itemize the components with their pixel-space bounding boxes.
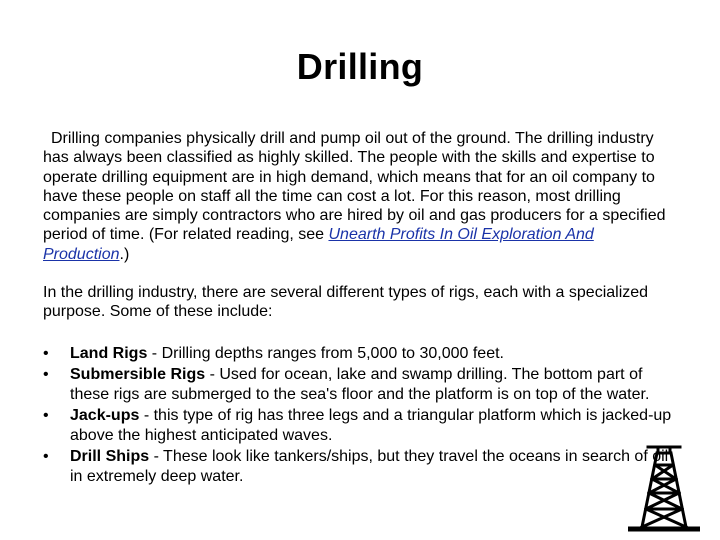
bullet-icon: • <box>43 365 49 383</box>
rig-type-name: Jack-ups <box>70 406 140 424</box>
rig-type-name: Land Rigs <box>70 345 148 362</box>
list-item <box>43 365 673 406</box>
rig-type-name: Submersible Rigs <box>70 365 206 383</box>
bullet-icon: • <box>43 406 49 424</box>
rig-type-description: - Used for ocean, lake and swamp drilling. The bottom part of these rigs are submerged to the sea's floor and the platform is on top of the water. <box>70 365 650 403</box>
rig-type-name: Drill Ships <box>70 447 150 465</box>
bullet-icon: • <box>43 447 49 465</box>
related-reading-link[interactable]: Unearth Profits In Oil Exploration And Production <box>43 226 594 263</box>
intro-paragraph <box>43 129 683 264</box>
list-item <box>43 344 673 365</box>
intro-text: Drilling companies physically drill and pump oil out of the ground. The drilling industry has always been classified as highly skilled. The people with the skills and expertise to operate drilling equipment are in high demand, which means that for an oil company to have these people on staff all the time can cost a lot. For this reason, most drilling companies are simply contractors who are hired by oil and gas producers for a specified period of time. (For related reading, see <box>43 130 666 244</box>
bullet-icon: • <box>43 345 49 362</box>
slide-title: Drilling <box>296 46 424 87</box>
rig-types-intro: In the drilling industry, there are several different types of rigs, each with a specialized purpose. Some of these include: <box>43 284 649 321</box>
rig-type-description: - Drilling depths ranges from 5,000 to 30,000 feet. <box>147 345 504 362</box>
intro-suffix: .) <box>119 245 130 263</box>
rig-types-list <box>43 344 673 488</box>
rig-type-description: - These look like tankers/ships, but they travel the oceans in search of oil in extremely deep water. <box>70 447 669 485</box>
list-item <box>43 406 673 447</box>
list-item <box>43 447 673 488</box>
oil-derrick-icon <box>628 443 700 535</box>
rig-type-description: - this type of rig has three legs and a triangular platform which is jacked-up above the highest anticipated waves. <box>70 406 672 444</box>
